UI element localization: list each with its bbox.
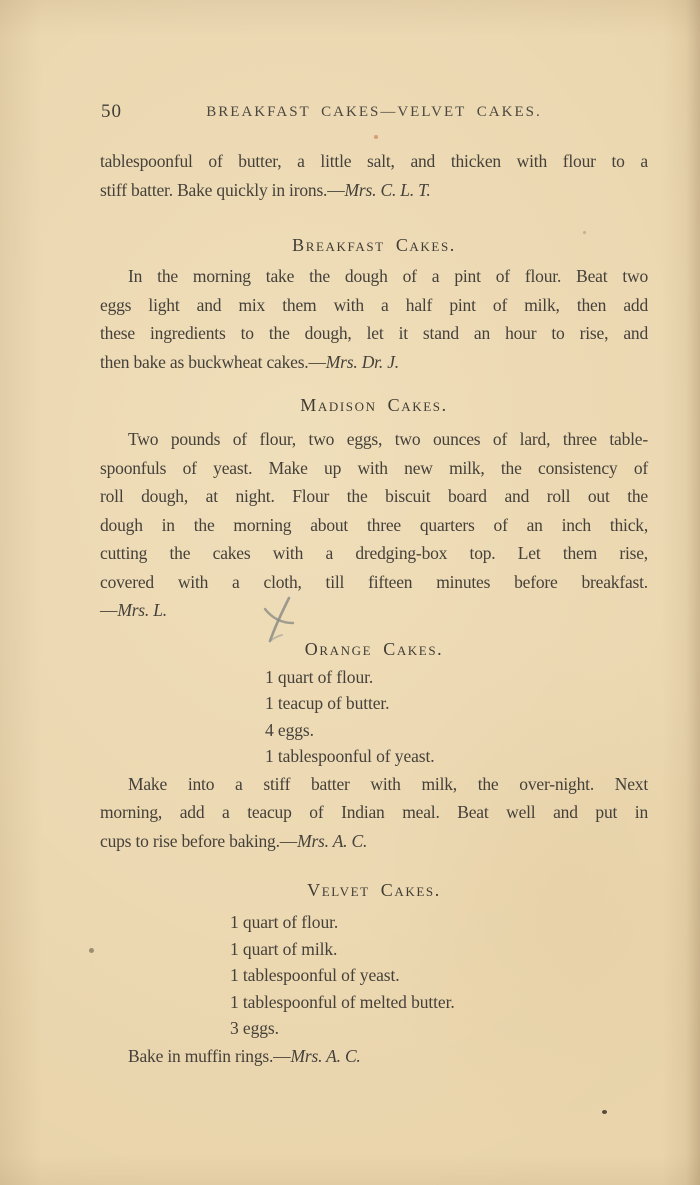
attribution: Mrs. C. L. T. [344, 179, 431, 200]
line-text: Two pounds of flour, two eggs, two ounces of lard, three table- [128, 429, 648, 449]
page-number: 50 [101, 101, 122, 122]
recipe-paragraph [100, 770, 648, 856]
attribution: Mrs. A. C. [290, 1045, 361, 1066]
text-line [100, 827, 648, 856]
text-line [100, 319, 648, 348]
running-head: BREAKFAST CAKES—VELVET CAKES. [206, 104, 542, 120]
text-line [100, 291, 648, 320]
line-text: Bake in muffin rings.— [128, 1045, 291, 1066]
text-line [100, 1042, 648, 1071]
line-text: cups to rise before baking.— [100, 830, 298, 851]
attribution: Mrs. Dr. J. [325, 351, 399, 372]
ingredient-item: 1 tablespoonful of melted butter. [230, 991, 455, 1012]
line-text: morning, add a teacup of Indian meal. Beat well and put in [100, 802, 648, 822]
page-header [100, 100, 648, 126]
text-line [100, 539, 648, 568]
ingredient-item: 1 teacup of butter. [265, 693, 390, 713]
line-text: Make into a stiff batter with milk, the over-night. Next [128, 773, 648, 794]
page-content [100, 100, 648, 1070]
text-line [100, 798, 648, 827]
continued-paragraph [100, 147, 648, 204]
paper-speck [89, 948, 94, 953]
recipe-heading: Velvet Cakes. [307, 880, 441, 900]
recipe-breakfast-cakes [100, 233, 648, 376]
text-line [100, 176, 648, 205]
recipe-paragraph [100, 425, 648, 625]
text-line [100, 425, 648, 454]
ingredient-list [265, 664, 648, 770]
ingredient-item: 4 eggs. [265, 719, 314, 740]
ingredient-item: 1 tablespoonful of yeast. [265, 746, 435, 766]
ingredient-item: 1 quart of flour. [265, 666, 374, 687]
recipe-paragraph [100, 147, 648, 204]
line-text: covered with a cloth, till fifteen minutes before breakfast. [100, 571, 648, 592]
attribution: Mrs. A. C. [297, 830, 368, 851]
line-text: cutting the cakes with a dredging-box top. Let them rise, [100, 543, 648, 563]
ingredient-item: 1 quart of milk. [230, 938, 338, 959]
ingredient-item: 1 tablespoonful of yeast. [230, 965, 400, 985]
recipe-orange-cakes [100, 637, 648, 856]
recipe-paragraph [100, 262, 648, 376]
line-text: then bake as buckwheat cakes.— [100, 351, 326, 372]
line-text: — [100, 600, 118, 620]
text-line [100, 770, 648, 799]
recipe-madison-cakes [100, 393, 648, 625]
ingredient-list [230, 909, 648, 1042]
text-line [100, 147, 648, 176]
recipe-heading: Orange Cakes. [304, 638, 444, 659]
line-text: eggs light and mix them with a half pint of milk, then add [100, 294, 648, 315]
recipe-heading: Madison Cakes. [300, 395, 448, 415]
text-line [100, 454, 648, 483]
line-text: spoonfuls of yeast. Make up with new milk, the consistency of [100, 457, 648, 478]
ingredient-item: 1 quart of flour. [230, 912, 339, 932]
recipe-paragraph [100, 1042, 648, 1071]
line-text: stiff batter. Bake quickly in irons.— [100, 179, 345, 200]
text-line [100, 511, 648, 540]
text-line [100, 262, 648, 291]
attribution: Mrs. L. [117, 600, 167, 620]
line-text: these ingredients to the dough, let it stand an hour to rise, and [100, 323, 648, 343]
text-line [100, 348, 648, 377]
page-body [100, 147, 648, 1070]
paper-speck [602, 1110, 607, 1114]
line-text: dough in the morning about three quarters of an inch thick, [100, 514, 648, 535]
line-text: tablespoonful of butter, a little salt, and thicken with flour to a [100, 151, 648, 171]
recipe-heading: Breakfast Cakes. [292, 235, 456, 255]
ingredient-item: 3 eggs. [230, 1018, 279, 1038]
recipe-velvet-cakes [100, 878, 648, 1070]
text-line [100, 482, 648, 511]
line-text: roll dough, at night. Flour the biscuit board and roll out the [100, 486, 648, 506]
text-line [100, 568, 648, 597]
line-text: In the morning take the dough of a pint of flour. Beat two [128, 266, 648, 286]
text-line [100, 596, 648, 625]
